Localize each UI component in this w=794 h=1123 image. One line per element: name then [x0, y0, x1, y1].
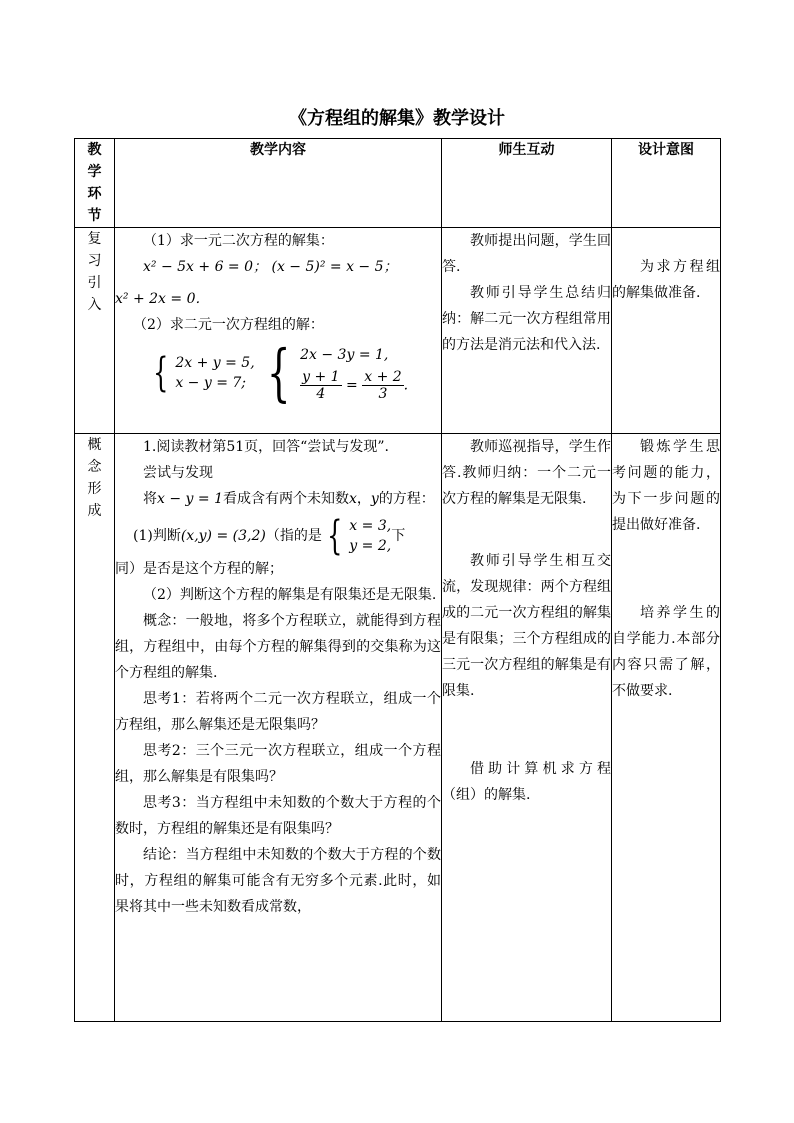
interaction-text: 教师引导学生相互交流，发现规律：两个方程组成的二元一次方程组的解集是有限集；三个方程组成的三元一次方程组的解集是有限集. — [442, 553, 611, 699]
interaction-review — [442, 228, 612, 434]
content-paragraph — [115, 513, 441, 559]
stage-char: 复 — [87, 231, 102, 247]
intent-text: 锻炼学生思考问题的能力，为下一步问题的提出做好准备. — [612, 439, 720, 533]
fraction-denominator: 3 — [378, 385, 388, 402]
header-stage-char: 教 — [87, 142, 102, 158]
math-span: x − y = 1 — [157, 491, 223, 507]
header-row — [75, 139, 721, 228]
left-brace-icon: { — [152, 350, 169, 396]
content-paragraph: 概念：一般地，将多个方程联立，就能得到方程组，方程组中，由每个方程的解集得到的交集称为这个方程组的解集. — [115, 613, 441, 681]
page-title: 《方程组的解集》教学设计 — [289, 108, 505, 129]
math-span: y — [370, 491, 379, 507]
content-paragraph: 思考1：若将两个二元一次方程联立，组成一个方程组，那么解集还是无限集吗？ — [115, 691, 441, 733]
intent-concept — [612, 434, 721, 1022]
header-intent: 设计意图 — [612, 139, 721, 228]
intent-text: 培养学生的自学能力.本部分内容只需了解，不做要求. — [612, 605, 720, 699]
stage-char: 引 — [87, 275, 102, 291]
system-1-eq-1: 2x + y = 5, — [175, 355, 255, 371]
interaction-text: 借助计算机求方程（组）的解集. — [442, 761, 611, 803]
intent-review — [612, 228, 721, 434]
content-paragraph — [115, 486, 441, 512]
stage-char: 入 — [87, 297, 102, 313]
system-2 — [259, 336, 409, 409]
period: . — [403, 377, 409, 393]
header-interaction: 师生互动 — [442, 139, 612, 228]
content-paragraph: 思考3：当方程组中未知数的个数大于方程的个数时，方程组的解集还是有限集吗？ — [115, 795, 441, 837]
system-2-eq-1: 2x − 3y = 1, — [300, 346, 389, 363]
header-stage — [75, 139, 115, 228]
content-paragraph: 结论：当方程组中未知数的个数大于方程的个数时，方程组的解集可能含有无穷多个元素.此时，如果将其中一些未知数看成常数， — [115, 847, 441, 915]
equation-c: x² + 2x = 0． — [115, 291, 210, 307]
stage-char: 习 — [87, 253, 102, 269]
stage-concept — [75, 434, 115, 1022]
system-1 — [148, 350, 255, 396]
text-span: 下 — [391, 528, 406, 544]
text-span: 的方程： — [378, 491, 435, 507]
content-paragraph: 尝试与发现 — [143, 465, 213, 481]
fraction-numerator: x + 2 — [364, 368, 402, 385]
stage-char: 成 — [87, 503, 102, 519]
intent-text: 为求方程组的解集做准备. — [612, 259, 720, 301]
content-review — [115, 228, 442, 434]
content-paragraph: 同）是否是这个方程的解； — [115, 561, 283, 577]
interaction-concept — [442, 434, 612, 1022]
header-content: 教学内容 — [115, 139, 442, 228]
interaction-text: 教师巡视指导，学生作答.教师归纳：一个二元一次方程的解集是无限集. — [442, 439, 611, 507]
text-span: 看成含有两个未知数 — [222, 491, 349, 507]
point-system — [322, 513, 392, 559]
header-stage-char: 环 — [87, 186, 102, 202]
header-stage-char: 节 — [87, 208, 102, 224]
system-eq: x = 3, — [349, 518, 392, 534]
left-brace-icon: { — [266, 336, 291, 409]
interaction-text: 教师引导学生总结归纳：解二元一次方程组常用的方法是消元法和代入法. — [442, 285, 611, 353]
fraction-denominator: 4 — [316, 385, 326, 402]
row-review — [75, 228, 721, 434]
content-paragraph: 思考2：三个三元一次方程联立，组成一个方程组，那么解集是有限集吗？ — [115, 743, 441, 785]
row-concept — [75, 434, 721, 1022]
stage-char: 概 — [87, 437, 102, 453]
system-eq: y = 2, — [349, 538, 392, 554]
system-1-eq-2: x − y = 7; — [175, 375, 247, 391]
text-span: （指的是 — [265, 528, 322, 544]
text-span: ， — [356, 491, 371, 507]
content-paragraph: （2）判断这个方程的解集是有限集还是无限集. — [143, 587, 437, 603]
text-span: (1)判断 — [133, 528, 181, 544]
content-paragraph: 1.阅读教材第51页，回答“尝试与发现”. — [143, 439, 389, 455]
header-stage-char: 学 — [87, 164, 102, 180]
content-concept — [115, 434, 442, 1022]
stage-review — [75, 228, 115, 434]
stage-char: 形 — [87, 481, 102, 497]
stage-char: 念 — [87, 459, 102, 475]
equation-b: (x − 5)² = x − 5； — [271, 259, 398, 275]
question-1: （1）求一元二次方程的解集： — [143, 233, 334, 249]
fraction-numerator: y + 1 — [302, 368, 340, 385]
interaction-text: 教师提出问题，学生回答. — [442, 233, 611, 275]
left-brace-icon: { — [326, 513, 343, 559]
equals-sign: = — [346, 377, 358, 393]
system-2-eq-2 — [300, 369, 408, 402]
text-span: 将 — [143, 491, 157, 507]
equation-a: x² − 5x + 6 = 0； — [143, 259, 268, 275]
math-span: (x,y) = (3,2) — [180, 528, 266, 544]
lesson-plan-table — [74, 138, 721, 1022]
equation-systems — [115, 336, 441, 409]
math-span: x — [348, 491, 357, 507]
question-2: （2）求二元一次方程组的解： — [133, 317, 324, 333]
